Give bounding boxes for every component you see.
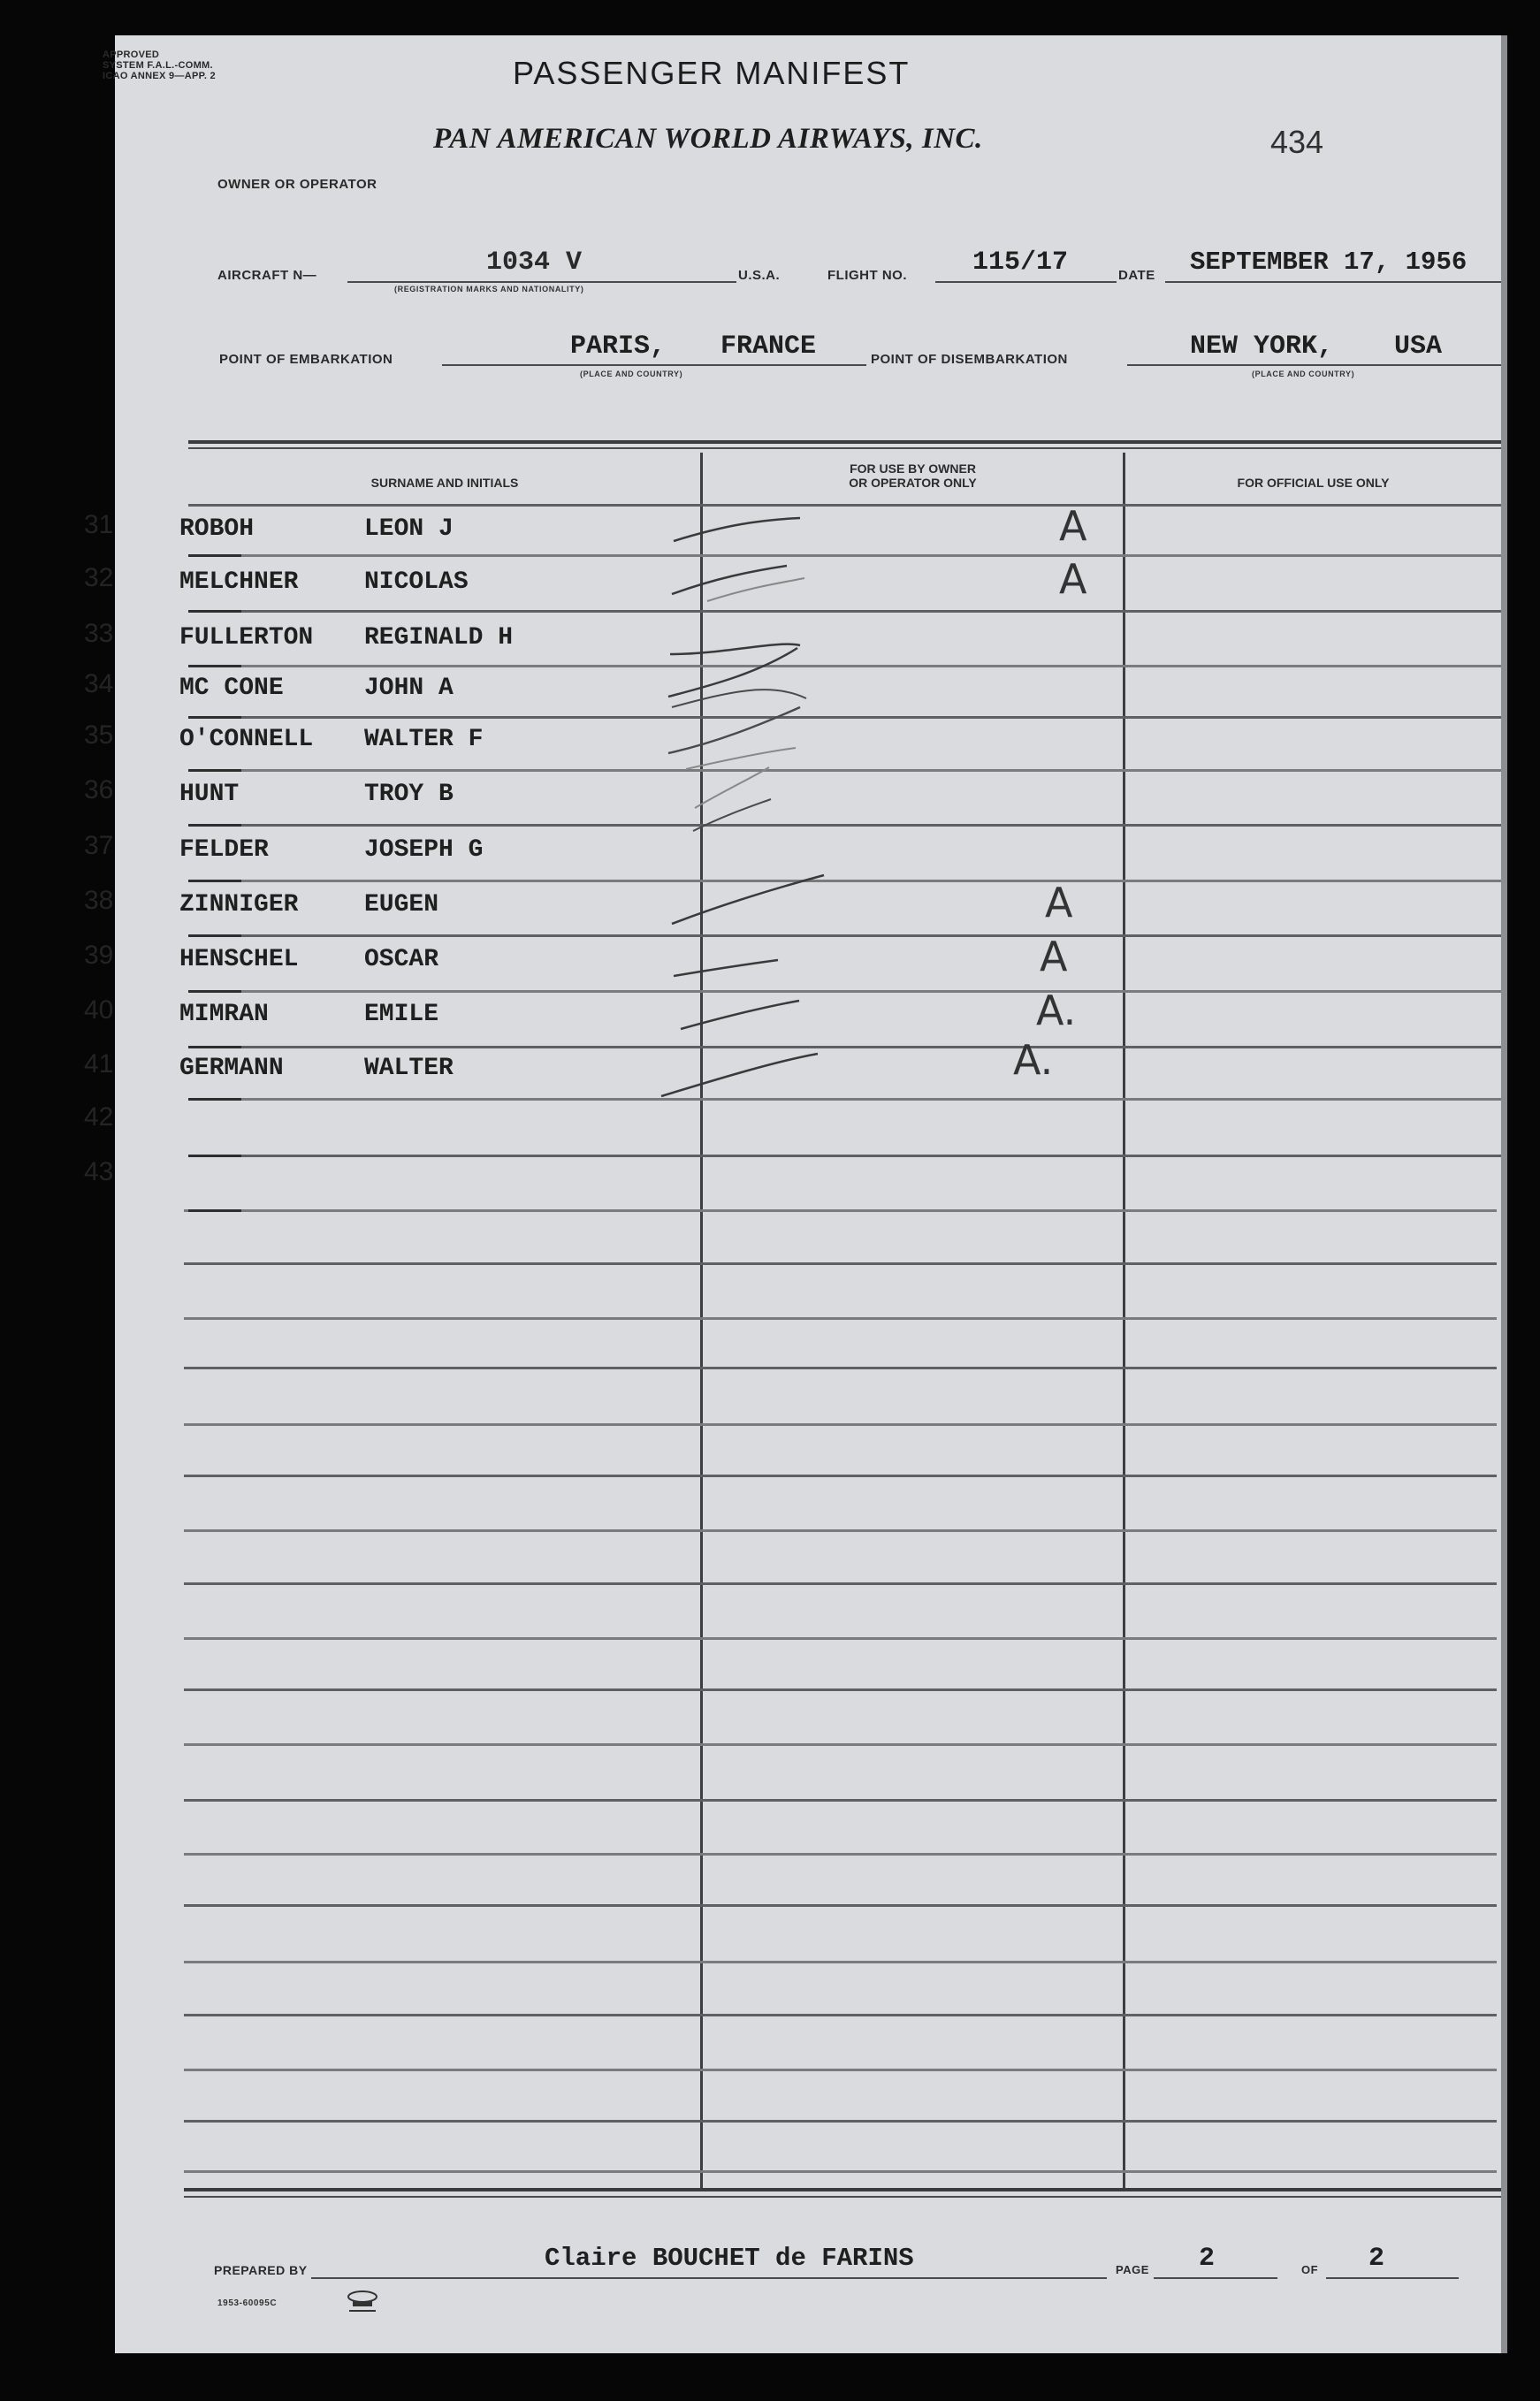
stamp-number: 434 bbox=[1270, 124, 1324, 160]
row-number: 39 bbox=[84, 941, 114, 970]
total-pages: 2 bbox=[1368, 2244, 1385, 2274]
row-number: 33 bbox=[84, 619, 114, 648]
row-number: 37 bbox=[84, 831, 114, 860]
column-header-surname: SURNAME AND INITIALS bbox=[370, 476, 519, 490]
page-title: PASSENGER MANIFEST bbox=[513, 55, 911, 91]
page-label: PAGE bbox=[1116, 2263, 1149, 2276]
tick-stroke bbox=[707, 578, 804, 601]
check-mark: A bbox=[1045, 879, 1073, 926]
tick-stroke bbox=[672, 690, 806, 707]
tick-stroke bbox=[670, 644, 800, 654]
tick-stroke bbox=[672, 875, 824, 924]
row-number: 32 bbox=[84, 563, 114, 592]
tick-stroke bbox=[672, 566, 787, 594]
surname: HUNT bbox=[179, 781, 240, 808]
row-number: 41 bbox=[84, 1049, 114, 1079]
tick-stroke bbox=[695, 767, 769, 808]
given-names: REGINALD H bbox=[364, 624, 514, 652]
aircraft-caption: (REGISTRATION MARKS AND NATIONALITY) bbox=[394, 285, 584, 293]
form-code: 1953-60095C bbox=[217, 2298, 278, 2308]
aircraft-value: 1034 V bbox=[486, 248, 583, 278]
airline-name: PAN AMERICAN WORLD AIRWAYS, INC. bbox=[433, 123, 983, 155]
country-label: U.S.A. bbox=[738, 268, 781, 283]
check-mark: A bbox=[1040, 933, 1068, 980]
row-number: 36 bbox=[84, 775, 114, 804]
aircraft-label: AIRCRAFT N— bbox=[217, 268, 317, 283]
tick-stroke bbox=[668, 648, 797, 697]
surname: MELCHNER bbox=[179, 568, 299, 596]
page-underline bbox=[1154, 2277, 1277, 2279]
disembarkation-label: POINT OF DISEMBARKATION bbox=[871, 352, 1068, 367]
disembarkation-country: USA bbox=[1394, 332, 1443, 362]
column-header-official-use: FOR OFFICIAL USE ONLY bbox=[1237, 476, 1390, 490]
given-names: LEON J bbox=[364, 515, 454, 543]
flight-label: FLIGHT NO. bbox=[827, 268, 907, 283]
row-number: 43 bbox=[84, 1157, 114, 1186]
owner-label: OWNER OR OPERATOR bbox=[217, 177, 377, 192]
tick-stroke bbox=[693, 799, 771, 831]
given-names: WALTER F bbox=[364, 726, 484, 753]
given-names: JOHN A bbox=[364, 675, 454, 702]
prepared-by-underline bbox=[311, 2277, 1107, 2279]
surname: MIMRAN bbox=[179, 1001, 269, 1028]
surname: FULLERTON bbox=[179, 624, 314, 652]
row-number: 42 bbox=[84, 1102, 114, 1132]
of-label: OF bbox=[1301, 2263, 1319, 2276]
tick-stroke bbox=[668, 707, 800, 753]
given-names: TROY B bbox=[364, 781, 454, 808]
tick-stroke bbox=[661, 1054, 818, 1096]
check-mark: A. bbox=[1013, 1036, 1054, 1084]
union-bug-icon bbox=[340, 2286, 385, 2314]
surname: MC CONE bbox=[179, 675, 284, 702]
embarkation-place: PARIS, bbox=[570, 332, 667, 362]
flight-value: 115/17 bbox=[972, 248, 1069, 278]
tick-stroke bbox=[686, 748, 796, 769]
surname: ZINNIGER bbox=[179, 891, 299, 918]
given-names: EMILE bbox=[364, 1001, 439, 1028]
given-names: NICOLAS bbox=[364, 568, 469, 596]
embarkation-label: POINT OF EMBARKATION bbox=[219, 352, 393, 367]
tick-stroke bbox=[674, 960, 778, 976]
disembarkation-caption: (PLACE AND COUNTRY) bbox=[1252, 370, 1355, 378]
row-number: 35 bbox=[84, 720, 114, 750]
date-value: SEPTEMBER 17, 1956 bbox=[1190, 248, 1468, 277]
tick-stroke bbox=[674, 518, 800, 541]
tick-stroke bbox=[681, 1001, 799, 1029]
check-mark: A. bbox=[1036, 987, 1077, 1034]
given-names: EUGEN bbox=[364, 891, 439, 918]
embarkation-country: FRANCE bbox=[720, 332, 817, 362]
date-label: DATE bbox=[1118, 268, 1155, 283]
check-mark: A bbox=[1059, 502, 1087, 550]
given-names: WALTER bbox=[364, 1055, 454, 1082]
row-number: 40 bbox=[84, 995, 114, 1025]
prepared-by-value: Claire BOUCHET de FARINS bbox=[545, 2244, 914, 2273]
prepared-by-label: PREPARED BY bbox=[214, 2263, 308, 2277]
column-header-owner-use: FOR USE BY OWNER OR OPERATOR ONLY bbox=[849, 461, 977, 490]
given-names: JOSEPH G bbox=[364, 836, 484, 864]
of-underline bbox=[1326, 2277, 1459, 2279]
surname: O'CONNELL bbox=[179, 726, 314, 753]
page-number: 2 bbox=[1199, 2244, 1216, 2274]
surname: HENSCHEL bbox=[179, 946, 299, 973]
embarkation-caption: (PLACE AND COUNTRY) bbox=[580, 370, 683, 378]
surname: FELDER bbox=[179, 836, 269, 864]
disembarkation-place: NEW YORK, bbox=[1190, 332, 1334, 362]
check-mark: A bbox=[1059, 555, 1087, 603]
given-names: OSCAR bbox=[364, 946, 439, 973]
surname: ROBOH bbox=[179, 515, 255, 543]
row-number: 31 bbox=[84, 510, 114, 539]
approval-block: APPROVED SYSTEM F.A.L.-COMM. ICAO ANNEX 9—APP. 2 bbox=[103, 50, 216, 81]
surname: GERMANN bbox=[179, 1055, 284, 1082]
row-number: 34 bbox=[84, 669, 114, 698]
row-number: 38 bbox=[84, 886, 114, 915]
